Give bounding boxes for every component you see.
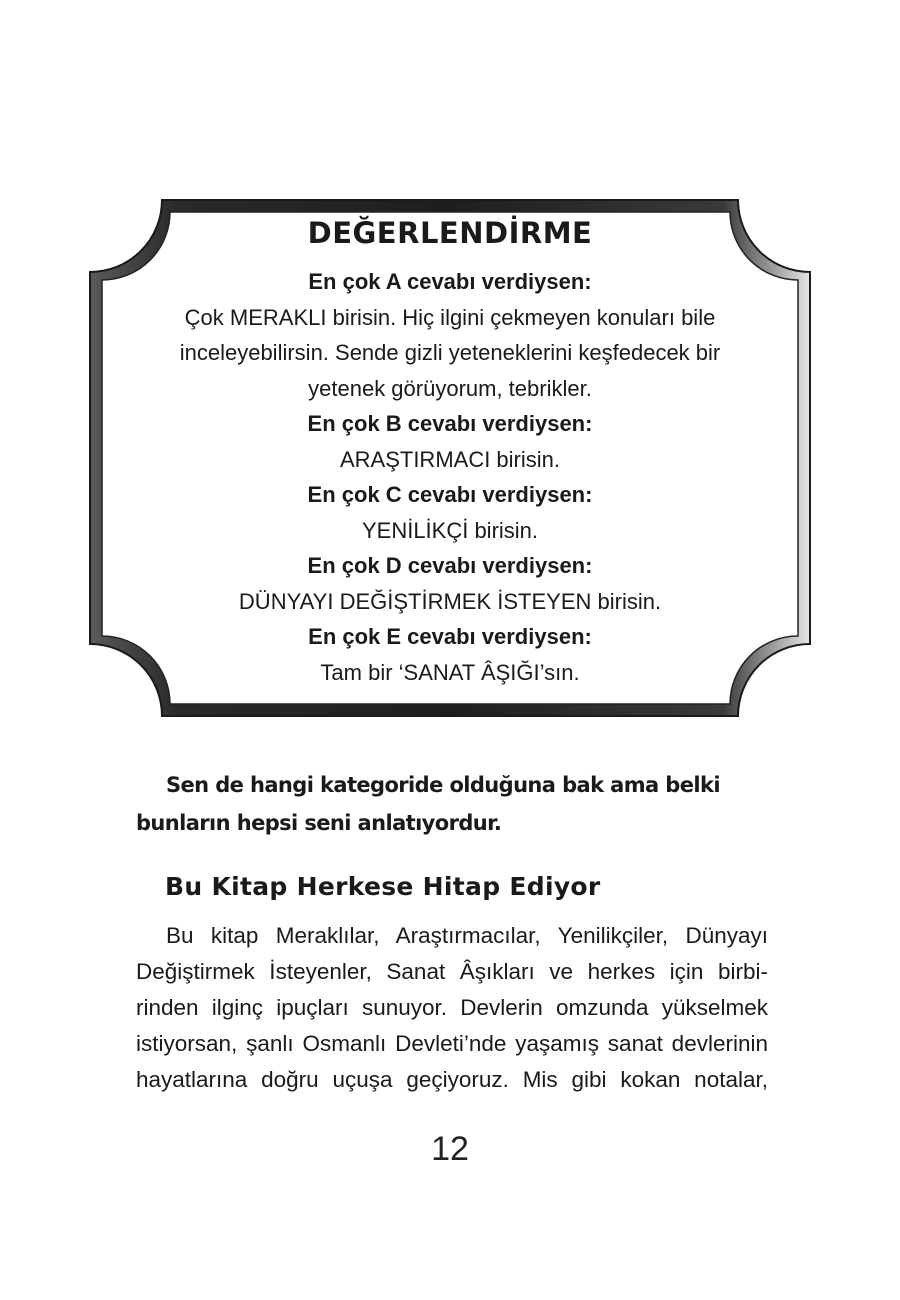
page-number: 12: [431, 1130, 469, 1168]
body-line: istiyorsan, şanlı Osmanlı Devleti’nde yaşamış sanat devlerinin: [136, 1031, 768, 1056]
section-body: [136, 918, 768, 1098]
answer-result: yetenek görüyorum, tebrikler.: [308, 375, 592, 401]
body-line: Bu kitap Meraklılar, Araştırmacılar, Yenilikçiler, Dünyayı: [166, 923, 768, 948]
section-heading: Bu Kitap Herkese Hitap Ediyor: [165, 872, 601, 901]
answer-heading: En çok D cevabı verdiysen:: [307, 553, 593, 578]
answer-result: YENİLİKÇİ birisin.: [361, 517, 539, 543]
answer-heading: En çok C cevabı verdiysen:: [307, 482, 593, 507]
body-line: hayatlarına doğru uçuşa geçiyoruz. Mis gibi kokan notalar,: [136, 1067, 768, 1092]
answer-result: Tam bir ‘SANAT ÂŞIĞI’sın.: [320, 659, 580, 685]
answer-heading: En çok E cevabı verdiysen:: [308, 624, 592, 649]
answer-heading: En çok B cevabı verdiysen:: [307, 411, 593, 436]
evaluation-title: DEĞERLENDİRME: [307, 216, 593, 250]
answer-result: Çok MERAKLI birisin. Hiç ilgini çekmeyen konuları bile: [184, 304, 716, 330]
answer-heading: En çok A cevabı verdiysen:: [308, 269, 592, 294]
evaluation-lines: [120, 264, 780, 690]
intro-paragraph: Sen de hangi kategoride olduğuna bak ama belki bunların hepsi seni anlatıyordur.: [136, 773, 720, 835]
answer-result: inceleyebilirsin. Sende gizli yeteneklerini keşfedecek bir: [179, 340, 721, 365]
answer-result: DÜNYAYI DEĞİŞTİRMEK İSTEYEN birisin.: [238, 588, 662, 614]
body-line: Değiştirmek İsteyenler, Sanat Âşıkları ve herkes için birbi-: [136, 959, 768, 984]
body-line: rinden ilginç ipuçları sunuyor. Devlerin omzunda yükselmek: [136, 995, 768, 1020]
answer-result: ARAŞTIRMACI birisin.: [339, 446, 561, 472]
evaluation-content: [120, 212, 780, 690]
